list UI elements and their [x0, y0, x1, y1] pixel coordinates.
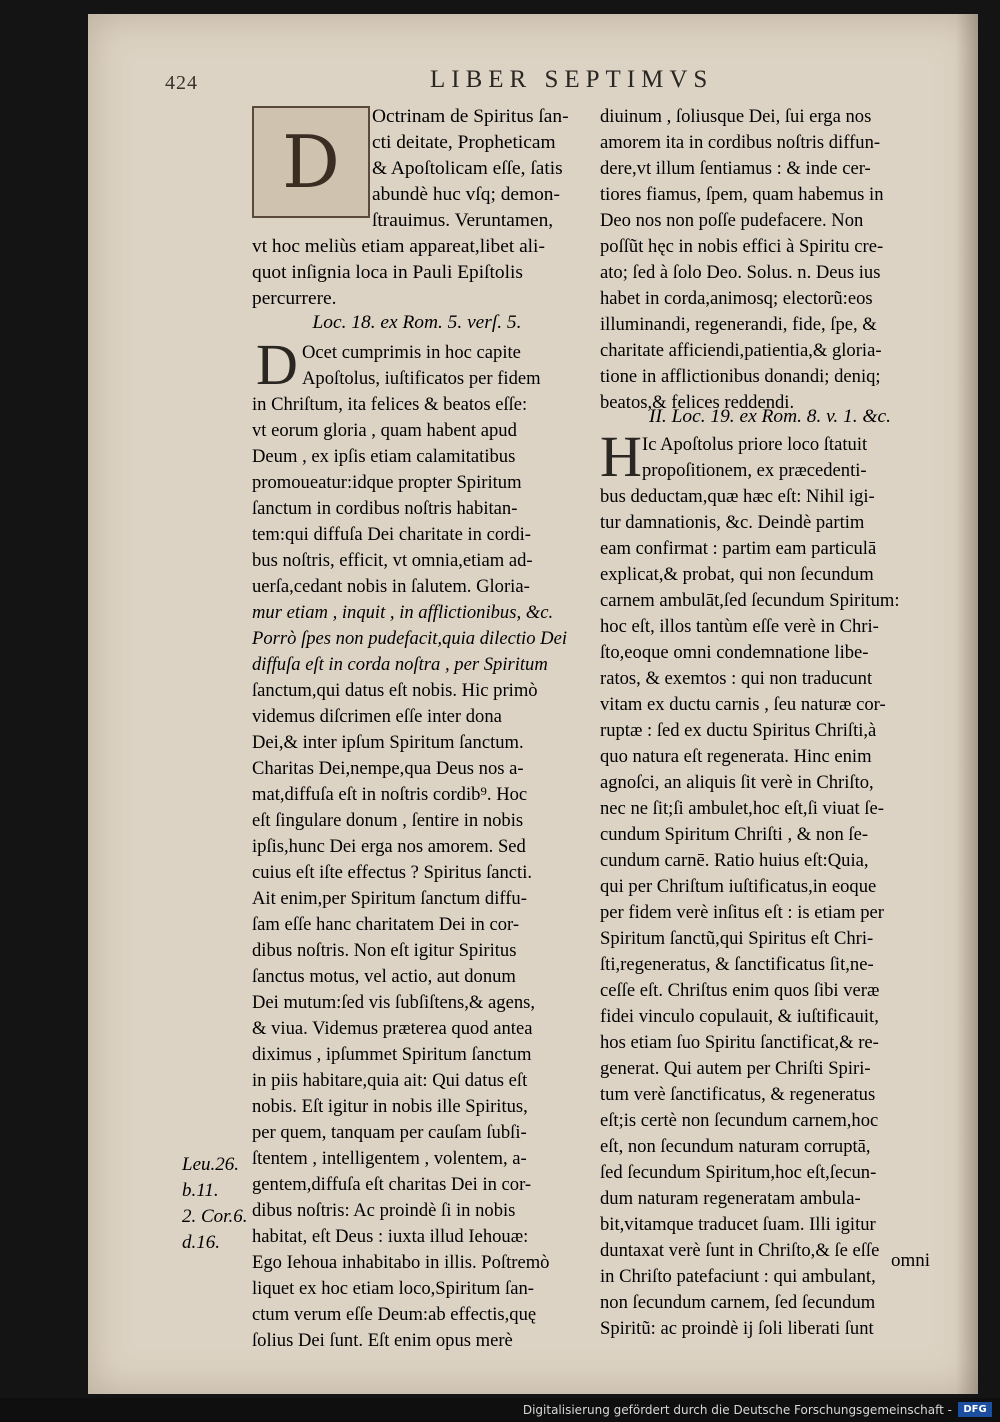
text-line: in Chriſtum, ita felices & beatos eſſe:: [252, 394, 528, 415]
text-line: uerſa,cedant nobis in ſalutem. Gloria-: [252, 576, 530, 597]
text-line: mur etiam , inquit , in afflictionibus, &c.: [252, 602, 554, 623]
text-line: ctum verum eſſe Deum:ab effectis,quę: [252, 1304, 537, 1325]
text-line: tione in afflictionibus donandi; deniq;: [600, 366, 881, 387]
text-line: per quem, tanquam per cauſam ſubſi-: [252, 1122, 527, 1143]
text-line: liquet ex hoc etiam loco,Spiritum ſan-: [252, 1278, 534, 1299]
text-line: cti deitate, Propheticam: [372, 132, 556, 153]
right-section-heading: [600, 394, 940, 434]
margin-note: b.11.: [182, 1180, 219, 1201]
text-line: ſto,eoque omni condemnatione libe-: [600, 642, 869, 663]
text-line: & viua. Videmus præterea quod antea: [252, 1018, 533, 1039]
drop-initial-d: D: [256, 332, 298, 397]
text-line: promoueatur:idque propter Spiritum: [252, 472, 522, 493]
text-line: Ait enim,per Spiritum ſanctum diffu-: [252, 888, 527, 909]
text-line: bit,vitamque traducet ſuam. Illi igitur: [600, 1214, 876, 1235]
text-line: tur damnationis, &c. Deindè partim: [600, 512, 865, 533]
drop-initial-h: H: [600, 424, 642, 489]
text-line: charitate afficiendi,patientia,& gloria-: [600, 340, 882, 361]
margin-note: 2. Cor.6.: [182, 1206, 248, 1227]
text-line: diuinum , ſoliusque Dei, ſui erga nos: [600, 106, 872, 127]
text-line: Dei,& inter ipſum Spiritum ſanctum.: [252, 732, 524, 753]
text-line: in piis habitare,quia ait: Qui datus eſt: [252, 1070, 528, 1091]
text-line: tiores fiamus, ſpem, quam habemus in: [600, 184, 884, 205]
text-line: nobis. Eſt igitur in nobis ille Spiritus,: [252, 1096, 528, 1117]
text-line: Ocet cumprimis in hoc capite: [302, 342, 521, 363]
text-line: eam confirmat : partim eam particulā: [600, 538, 877, 559]
text-line: generat. Qui autem per Chriſti Spiri-: [600, 1058, 871, 1079]
text-line: Spiritum ſanctũ,qui Spiritus eſt Chri-: [600, 928, 874, 949]
text-line: ratos, & exemtos : qui non traducunt: [600, 668, 873, 689]
text-line: mat,diffuſa eſt in noſtris cordib⁹. Hoc: [252, 784, 528, 805]
text-line: non ſecundum carnem, ſed ſecundum: [600, 1292, 876, 1313]
page-edge-shadow: [956, 14, 978, 1394]
text-line: ato; ſed à ſolo Deo. Solus. n. Deus ius: [600, 262, 881, 283]
text-line: Ic Apoſtolus priore loco ſtatuit: [642, 434, 868, 455]
text-line: in Chriſto patefaciunt : qui ambulant,: [600, 1266, 876, 1287]
text-line: ſolius Dei ſunt. Eſt enim opus merè: [252, 1330, 513, 1351]
text-line: propoſitionem, ex præcedenti-: [642, 460, 867, 481]
running-head: LIBER SEPTIMVS: [430, 66, 714, 93]
text-line: percurrere.: [252, 288, 337, 309]
text-line: habitat, eſt Deus : iuxta illud Iehouæ:: [252, 1226, 529, 1247]
text-line: cundum carnē. Ratio huius eſt:Quia,: [600, 850, 869, 871]
page-number: 424: [165, 72, 198, 94]
text-line: explicat,& probat, qui non ſecundum: [600, 564, 874, 585]
text-line: eſt, non ſecundum naturam corruptā,: [600, 1136, 871, 1157]
text-line: vt hoc meliùs etiam appareat,libet ali-: [252, 236, 545, 257]
text-line: & Apoſtolicam eſſe, ſatis: [372, 158, 563, 179]
text-line: ipſis,hunc Dei erga nos amorem. Sed: [252, 836, 526, 857]
text-line: ſam eſſe hanc charitatem Dei in cor-: [252, 914, 520, 935]
text-line: amorem ita in cordibus noſtris diffun-: [600, 132, 881, 153]
text-line: Spiritũ: ac proindè ij ſoli liberati ſunt: [600, 1318, 874, 1339]
text-line: cuius eſt iſte effectus ? Spiritus ſancti.: [252, 862, 533, 883]
text-line: habet in corda,animosq; electorũ:eos: [600, 288, 873, 309]
text-line: illuminandi, regenerandi, fide, ſpe, &: [600, 314, 877, 335]
text-line: Charitas Dei,nempe,qua Deus nos a-: [252, 758, 524, 779]
left-section-heading: [252, 300, 582, 340]
text-line: beatos,& felices reddendi.: [600, 392, 795, 413]
text-line: diximus , ipſummet Spiritum ſanctum: [252, 1044, 532, 1065]
text-line: quot inſignia loca in Pauli Epiſtolis: [252, 262, 523, 283]
dfg-logo[interactable]: DFG: [958, 1402, 992, 1417]
text-line: dere,vt illum ſentiamus : & inde cer-: [600, 158, 871, 179]
text-line: ſanctum in cordibus noſtris habitan-: [252, 498, 518, 519]
text-line: dibus noſtris: Ac proindè ſi in nobis: [252, 1200, 516, 1221]
text-line: nec ne ſit;ſi ambulet,hoc eſt,ſi viuat ſe-: [600, 798, 884, 819]
text-line: ſed ſecundum Spiritum,hoc eſt,ſecun-: [600, 1162, 877, 1183]
text-line: Apoſtolus, iuſtificatos per fidem: [302, 368, 541, 389]
text-line: ſanctus motus, vel actio, aut donum: [252, 966, 516, 987]
text-line: bus noſtris, efficit, vt omnia,etiam ad-: [252, 550, 533, 571]
text-line: tum verè ſanctificatus, & regeneratus: [600, 1084, 876, 1105]
text-line: hos etiam ſuo Spiritu ſanctificat,& re-: [600, 1032, 879, 1053]
initial-letter: D: [282, 120, 340, 204]
text-line: ſtentem , intelligentem , volentem, a-: [252, 1148, 527, 1169]
left-column: [372, 104, 582, 234]
text-line: poſſũt hęc in nobis effici à Spiritu cre-: [600, 236, 884, 257]
decorated-initial: [252, 106, 370, 218]
text-line: duntaxat verè ſunt in Chriſto,& ſe eſſe: [600, 1240, 880, 1261]
text-line: quo natura eſt regenerata. Hinc enim: [600, 746, 872, 767]
text-line: videmus diſcrimen eſſe inter dona: [252, 706, 502, 727]
text-line: agnoſci, an aliquis ſit verè in Chriſto,: [600, 772, 874, 793]
text-line: abundè huc vſq; demon-: [372, 184, 560, 205]
section-heading: II. Loc. 19. ex Rom. 8. v. 1. &c.: [649, 406, 891, 427]
text-line: hoc eſt, illos tantùm eſſe verè in Chri-: [600, 616, 879, 637]
footer-bar: [0, 1398, 1000, 1422]
text-line: dibus noſtris. Non eſt igitur Spiritus: [252, 940, 517, 961]
text-line: per fidem verè inſitus eſt : is etiam per: [600, 902, 884, 923]
footer-credit: Digitalisierung gefördert durch die Deutsche Forschungsgemeinschaft -: [522, 1403, 952, 1417]
text-line: tem:qui diffuſa Dei charitate in cordi-: [252, 524, 531, 545]
text-line: ceſſe eſt. Chriſtus enim quos ſibi veræ: [600, 980, 880, 1001]
text-line: vt eorum gloria , quam habent apud: [252, 420, 517, 441]
text-line: diffuſa eſt in corda noſtra , per Spiritum: [252, 654, 548, 675]
text-line: cundum Spiritum Chriſti , & non ſe-: [600, 824, 869, 845]
right-column-top: [600, 104, 940, 416]
text-line: Octrinam de Spiritus ſan-: [372, 106, 569, 127]
text-line: Deum , ex ipſis etiam calamitatibus: [252, 446, 516, 467]
text-line: carnem ambulāt,ſed ſecundum Spiritum:: [600, 590, 900, 611]
text-line: fidei vinculo copulauit, & iuſtificauit,: [600, 1006, 879, 1027]
text-line: qui per Chriſtum iuſtificatus,in eoque: [600, 876, 877, 897]
text-line: eſt ſingulare donum , ſentire in nobis: [252, 810, 524, 831]
text-line: vitam ex ductu carnis , ſeu naturæ cor-: [600, 694, 886, 715]
text-line: ſtrauimus. Veruntamen,: [372, 210, 554, 231]
text-line: eſt;is certè non ſecundum carnem,hoc: [600, 1110, 879, 1131]
text-line: bus deductam,quæ hæc eſt: Nihil igi-: [600, 486, 875, 507]
text-line: dum naturam regeneratam ambula-: [600, 1188, 861, 1209]
right-column-body: [600, 424, 940, 1342]
left-column-body: [252, 332, 582, 1354]
text-line: ſanctum,qui datus eſt nobis. Hic primò: [252, 680, 538, 701]
text-line: Deo nos non poſſe pudefacere. Non: [600, 210, 864, 231]
text-line: Ego Iehoua inhabitabo in illis. Poſtremò: [252, 1252, 550, 1273]
catchword: omni: [890, 1250, 930, 1271]
margin-notes: [182, 1152, 247, 1256]
text-line: Porrò ſpes non pudefacit,quia dilectio Dei: [252, 628, 568, 649]
margin-note: d.16.: [182, 1232, 220, 1253]
section-heading: Loc. 18. ex Rom. 5. verſ. 5.: [312, 312, 522, 333]
margin-note: Leu.26.: [182, 1154, 239, 1175]
text-line: ſti,regeneratus, & ſanctificatus ſit,ne-: [600, 954, 874, 975]
text-line: gentem,diffuſa eſt charitas Dei in cor-: [252, 1174, 532, 1195]
text-line: Dei mutum:ſed vis ſubſiſtens,& agens,: [252, 992, 536, 1013]
text-line: ruptæ : ſed ex ductu Spiritus Chriſti,à: [600, 720, 877, 741]
